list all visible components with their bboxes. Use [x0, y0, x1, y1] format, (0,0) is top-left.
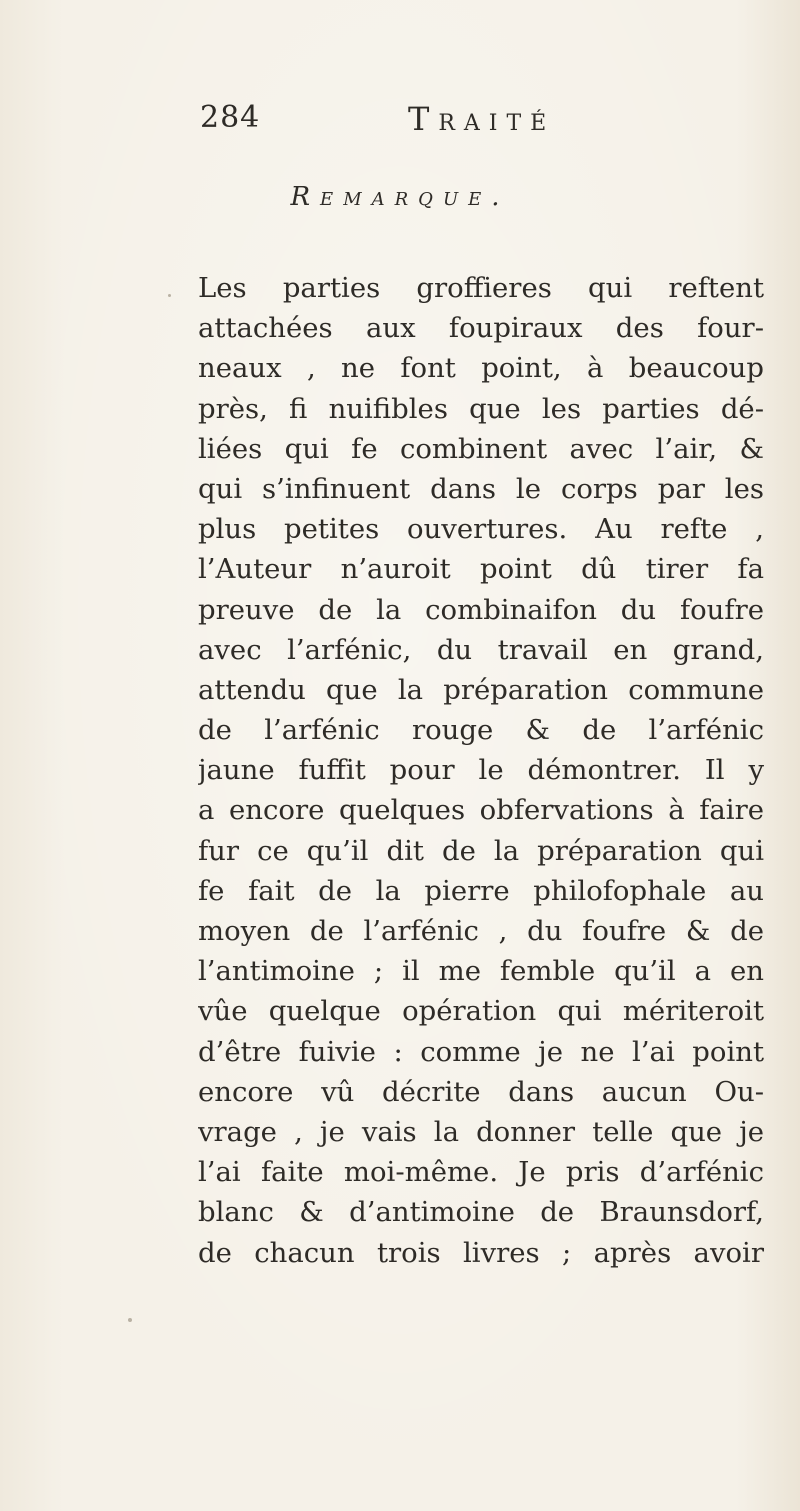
text-line: plus petites ouvertures. Au refte ,: [198, 513, 764, 546]
text-line: jaune fuffit pour le démontrer. Il y: [198, 754, 764, 787]
text-line: liées qui fe combinent avec l’air, &: [198, 432, 764, 465]
text-line: fe fait de la pierre philofophale au: [198, 874, 764, 907]
text-line: l’antimoine ; il me femble qu’il a en: [198, 955, 764, 988]
running-title: Traité: [408, 100, 556, 138]
page-number: 284: [200, 100, 261, 135]
section-heading: Remarque.: [290, 182, 510, 212]
text-line: de chacun trois livres ; après avoir: [198, 1236, 764, 1269]
text-line: l’ai faite moi-même. Je pris d’arfénic: [198, 1156, 764, 1189]
text-line: moyen de l’arfénic , du foufre & de: [198, 915, 764, 947]
text-line: encore vû décrite dans aucun Ou-: [198, 1075, 764, 1108]
text-line: d’être fuivie : comme je ne l’ai point: [198, 1035, 764, 1068]
text-line: vrage , je vais la donner telle que je: [198, 1115, 764, 1148]
paper-speck: [128, 1318, 132, 1322]
body-text: [198, 268, 764, 1273]
paper-speck: [168, 294, 171, 297]
text-line: Les parties groffieres qui reftent: [198, 272, 764, 304]
text-line: près, fi nuifibles que les parties dé-: [198, 392, 764, 425]
text-line: attendu que la préparation commune: [198, 673, 764, 706]
text-line: preuve de la combinaifon du foufre: [198, 593, 764, 626]
text-line: avec l’arfénic, du travail en grand,: [198, 633, 764, 666]
text-line: fur ce qu’il dit de la préparation qui: [198, 834, 764, 867]
text-line: qui s’infinuent dans le corps par les: [198, 472, 764, 505]
text-line: de l’arfénic rouge & de l’arfénic: [198, 714, 764, 747]
text-line: attachées aux foupiraux des four-: [198, 312, 764, 345]
text-line: blanc & d’antimoine de Braunsdorf,: [198, 1196, 764, 1229]
text-line: vûe quelque opération qui mériteroit: [198, 995, 764, 1028]
text-line: a encore quelques obfervations à faire: [198, 794, 764, 827]
page-header: [200, 100, 620, 150]
text-line: neaux , ne font point, à beaucoup: [198, 352, 764, 385]
text-line: l’Auteur n’auroit point dû tirer fa: [198, 553, 764, 586]
